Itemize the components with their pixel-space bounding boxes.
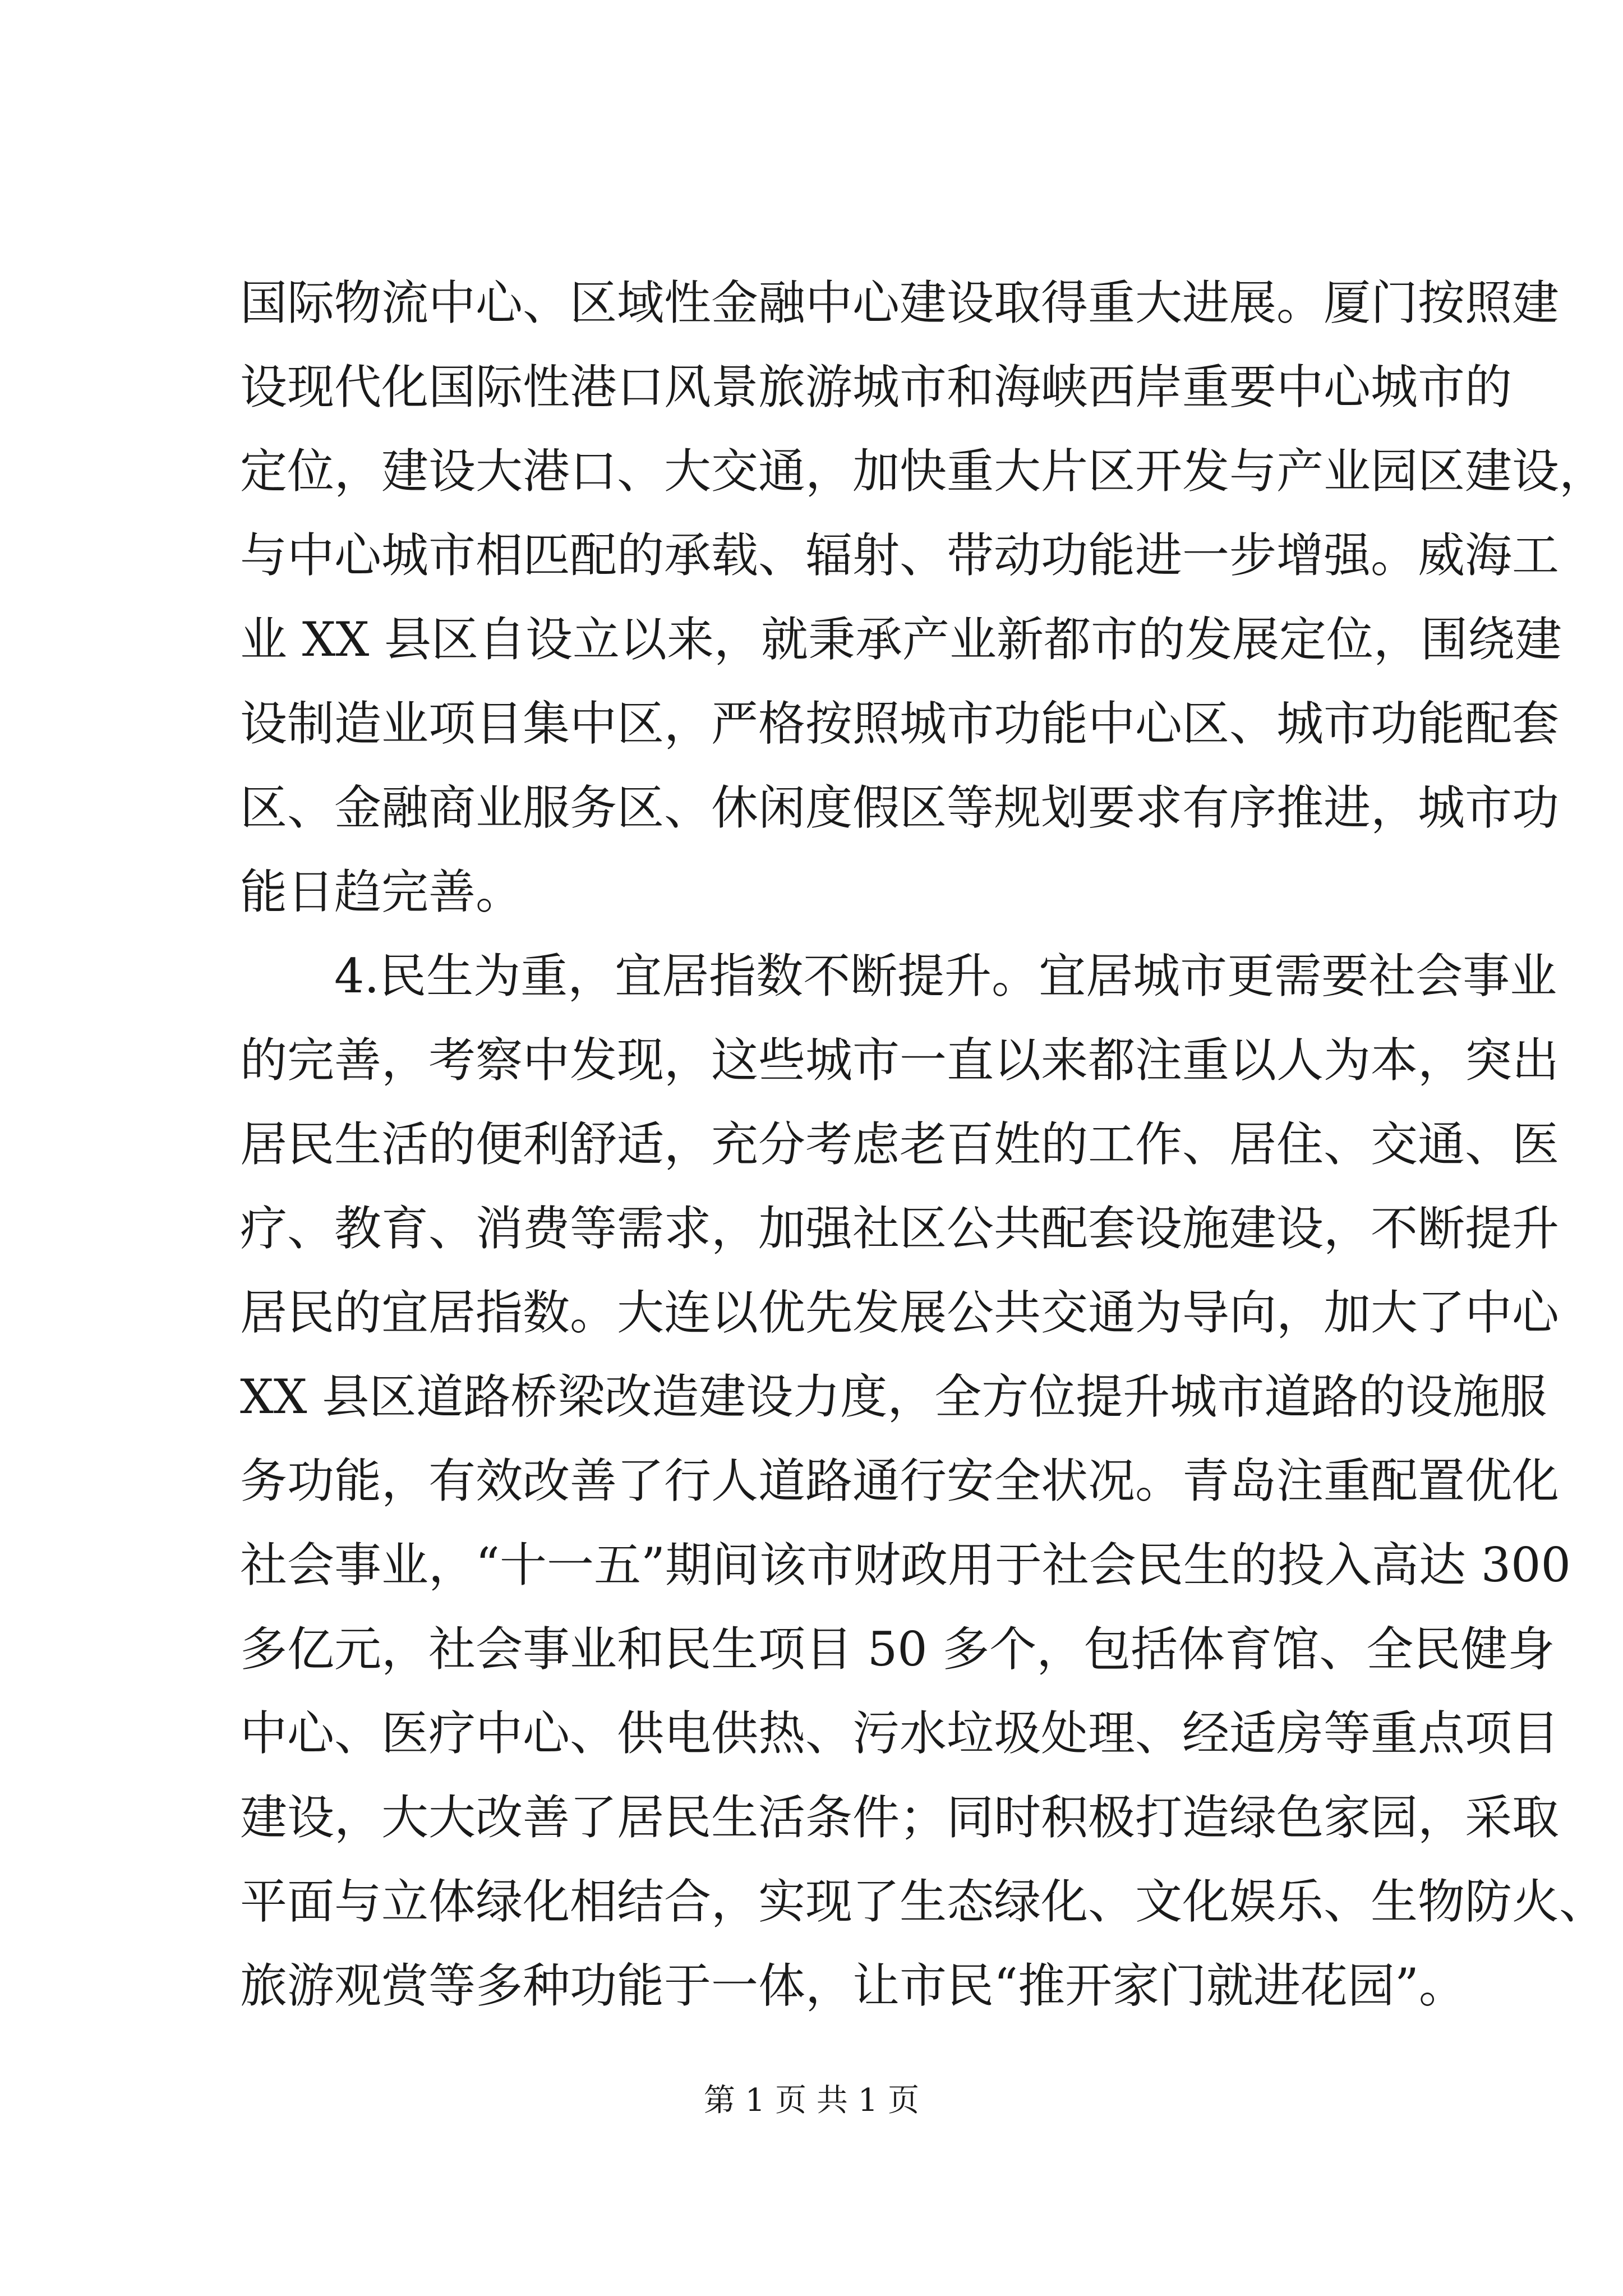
text-line: 务功能，有效改善了行人道路通行安全状况。青岛注重配置优化 bbox=[240, 1453, 1560, 1508]
paragraph-2 bbox=[240, 934, 1607, 2028]
text-line: 区、金融商业服务区、休闲度假区等规划要求有序推进，城市功 bbox=[240, 780, 1560, 835]
text-line: 设制造业项目集中区，严格按照城市功能中心区、城市功能配套 bbox=[240, 696, 1560, 751]
text-line: 中心、医疗中心、供电供热、污水垃圾处理、经适房等重点项目 bbox=[240, 1706, 1560, 1761]
text-line: 与中心城市相匹配的承载、辐射、带动功能进一步增强。威海工 bbox=[240, 528, 1560, 583]
text-line: 社会事业，“十一五”期间该市财政用于社会民生的投入高达 300 bbox=[240, 1538, 1571, 1593]
body-text bbox=[240, 261, 1607, 2028]
text-line: 旅游观赏等多种功能于一体，让市民“推开家门就进花园”。 bbox=[240, 1958, 1466, 2013]
text-line: 居民的宜居指数。大连以优先发展公共交通为导向，加大了中心 bbox=[240, 1285, 1560, 1340]
text-line: 设现代化国际性港口风景旅游城市和海峡西岸重要中心城市的 bbox=[240, 360, 1513, 415]
text-line: 4.民生为重，宜居指数不断提升。宜居城市更需要社会事业 bbox=[334, 949, 1557, 1004]
paragraph-1 bbox=[240, 261, 1607, 934]
page-number-footer: 第 1 页 共 1 页 bbox=[703, 2082, 920, 2119]
text-line: 疗、教育、消费等需求，加强社区公共配套设施建设，不断提升 bbox=[240, 1201, 1560, 1256]
text-line: 平面与立体绿化相结合，实现了生态绿化、文化娱乐、生物防火、 bbox=[240, 1874, 1607, 1929]
text-line: 国际物流中心、区域性金融中心建设取得重大进展。厦门按照建 bbox=[240, 275, 1560, 330]
text-line: 建设，大大改善了居民生活条件；同时积极打造绿色家园，采取 bbox=[240, 1790, 1560, 1845]
text-line: 多亿元，社会事业和民生项目 50 多个，包括体育馆、全民健身 bbox=[240, 1622, 1555, 1677]
text-line: 的完善，考察中发现，这些城市一直以来都注重以人为本，突出 bbox=[240, 1033, 1560, 1088]
text-line: 居民生活的便利舒适，充分考虑老百姓的工作、居住、交通、医 bbox=[240, 1117, 1560, 1172]
text-line: XX 县区道路桥梁改造建设力度，全方位提升城市道路的设施服 bbox=[240, 1369, 1547, 1424]
text-line: 业 XX 县区自设立以来，就秉承产业新都市的发展定位，围绕建 bbox=[240, 612, 1562, 667]
text-line: 能日趋完善。 bbox=[240, 864, 523, 919]
text-line: 定位，建设大港口、大交通，加快重大片区开发与产业园区建设， bbox=[240, 444, 1607, 499]
